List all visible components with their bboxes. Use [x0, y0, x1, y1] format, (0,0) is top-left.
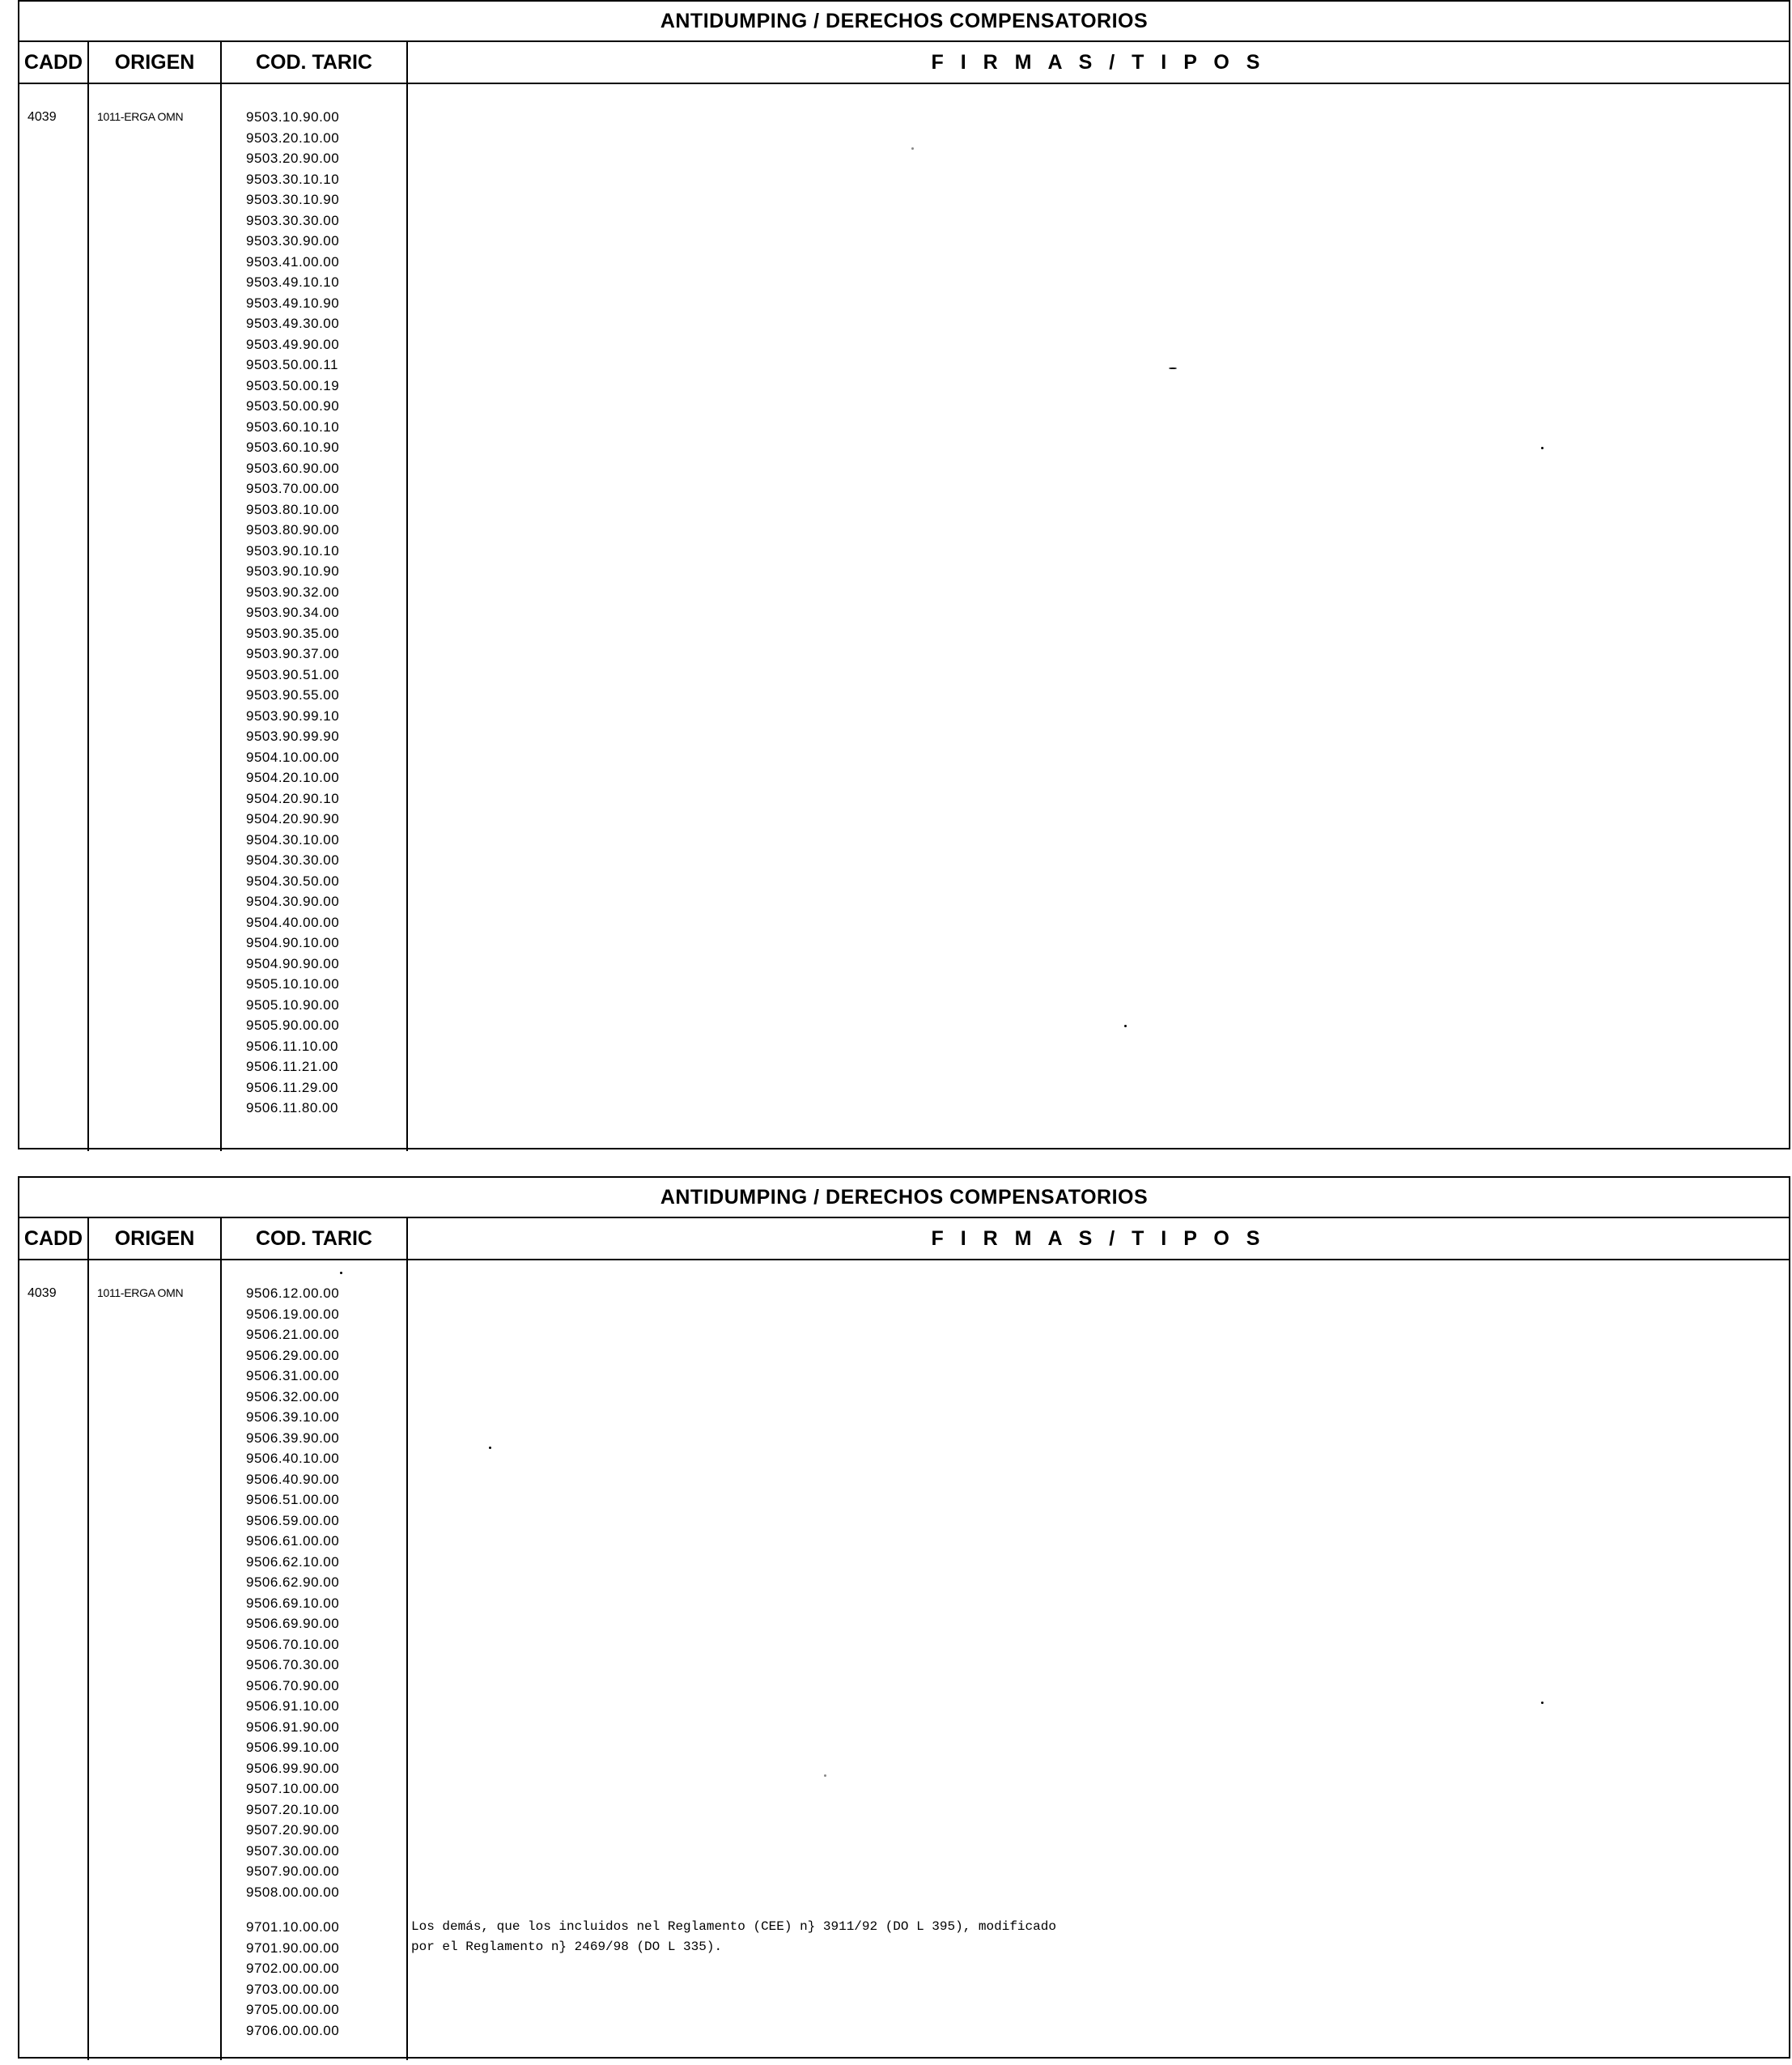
column-divider [220, 1260, 222, 2060]
taric-code: 9506.40.90.00 [246, 1471, 340, 1487]
taric-code: 9503.60.10.90 [246, 440, 340, 455]
taric-code: 9506.70.90.00 [246, 1677, 340, 1693]
taric-code: 9503.49.10.10 [246, 274, 340, 290]
taric-code: 9506.99.10.00 [246, 1740, 340, 1755]
taric-code: 9503.30.10.10 [246, 171, 340, 187]
taric-code: 9506.39.10.00 [246, 1409, 340, 1425]
taric-code: 9503.30.90.00 [246, 233, 340, 249]
column-divider [406, 84, 408, 1151]
scan-speck [824, 1774, 826, 1777]
header-origen: ORIGEN [114, 1227, 195, 1250]
taric-code: 9504.90.90.00 [246, 955, 340, 971]
taric-code: 9506.11.29.00 [246, 1079, 338, 1095]
taric-code: 9506.51.00.00 [246, 1492, 340, 1507]
taric-code: 9503.10.90.00 [246, 109, 340, 125]
taric-code: 9506.32.00.00 [246, 1388, 340, 1404]
taric-code: 9503.90.99.10 [246, 707, 340, 724]
taric-code: 9503.90.10.10 [246, 542, 340, 559]
taric-code: 9506.70.30.00 [246, 1657, 340, 1672]
taric-code: 9505.10.90.00 [246, 996, 340, 1013]
table-title: ANTIDUMPING / DERECHOS COMPENSATORIOS [19, 1178, 1789, 1218]
taric-code: 9507.20.90.00 [246, 1822, 340, 1838]
taric-code: 9508.00.00.00 [246, 1884, 340, 1900]
taric-code: 9506.99.90.00 [246, 1760, 340, 1776]
taric-code: 9505.90.00.00 [246, 1018, 340, 1033]
column-divider [406, 1218, 408, 1259]
taric-code: 9703.00.00.00 [246, 1981, 340, 1997]
firmas-note [411, 1917, 1056, 1957]
taric-code: 9506.62.10.00 [246, 1553, 340, 1570]
taric-code: 9503.60.90.00 [246, 460, 340, 476]
taric-code: 9701.90.00.00 [246, 1940, 340, 1956]
column-divider [87, 42, 89, 83]
header-origen: ORIGEN [114, 51, 195, 74]
taric-code: 9506.69.90.00 [246, 1616, 340, 1631]
taric-code: 9702.00.00.00 [246, 1961, 340, 1976]
taric-code: 9506.19.00.00 [246, 1306, 340, 1322]
header-cadd: CADD [23, 51, 83, 74]
column-divider [87, 84, 89, 1151]
taric-code: 9504.20.10.00 [246, 770, 340, 785]
table-2 [18, 1176, 1790, 2059]
taric-code: 9503.50.00.11 [246, 357, 338, 372]
table-header-row [19, 42, 1789, 84]
taric-code: 9503.70.00.00 [246, 481, 340, 496]
cadd-value: 4039 [28, 1286, 57, 1300]
scan-speck [340, 1272, 342, 1274]
column-divider [87, 1218, 89, 1259]
note-line: por el Reglamento n} 2469/98 (DO L 335). [411, 1940, 723, 1954]
scan-speck [1541, 1702, 1544, 1704]
table-body [19, 84, 1789, 1151]
scan-speck [1169, 368, 1177, 369]
column-divider [220, 42, 222, 83]
taric-code: 9506.21.00.00 [246, 1327, 340, 1342]
taric-code: 9503.90.32.00 [246, 584, 340, 600]
taric-code: 9504.30.90.00 [246, 894, 340, 909]
cadd-value: 4039 [28, 110, 57, 124]
taric-code: 9506.69.10.00 [246, 1595, 340, 1611]
taric-code: 9506.39.90.00 [246, 1430, 340, 1446]
taric-code: 9504.30.30.00 [246, 852, 340, 868]
note-line: Los demás, que los incluidos nel Reglamento (CEE) n} 3911/92 (DO L 395), modificado [411, 1919, 1056, 1934]
taric-code: 9506.91.10.00 [246, 1698, 340, 1714]
taric-code: 9507.30.00.00 [246, 1842, 340, 1859]
taric-code: 9503.90.37.00 [246, 646, 340, 661]
taric-code: 9503.90.35.00 [246, 625, 340, 641]
taric-code: 9504.30.10.00 [246, 831, 340, 848]
taric-code: 9507.10.00.00 [246, 1781, 340, 1796]
column-divider [406, 42, 408, 83]
taric-code: 9503.90.51.00 [246, 666, 340, 682]
taric-code: 9506.59.00.00 [246, 1512, 340, 1528]
taric-code: 9504.20.90.90 [246, 811, 340, 826]
table-header-row [19, 1218, 1789, 1260]
taric-code: 9503.20.10.00 [246, 130, 340, 146]
taric-code: 9504.10.00.00 [246, 749, 340, 765]
taric-code: 9706.00.00.00 [246, 2022, 340, 2038]
taric-code: 9503.41.00.00 [246, 253, 340, 270]
taric-code: 9503.30.30.00 [246, 212, 340, 228]
table-title: ANTIDUMPING / DERECHOS COMPENSATORIOS [19, 2, 1789, 42]
taric-code: 9505.10.10.00 [246, 976, 340, 992]
column-divider [87, 1260, 89, 2060]
column-divider [406, 1260, 408, 2060]
header-firmas-tipos: F I R M A S / T I P O S [931, 1227, 1266, 1250]
taric-code: 9503.49.90.00 [246, 336, 340, 352]
header-cod-taric: COD. TARIC [256, 51, 372, 74]
taric-code: 9503.80.10.00 [246, 501, 340, 517]
taric-code: 9504.90.10.00 [246, 935, 340, 950]
taric-code: 9701.10.00.00 [246, 1919, 340, 1935]
column-divider [220, 84, 222, 1151]
taric-code: 9503.50.00.19 [246, 377, 340, 393]
header-firmas-tipos: F I R M A S / T I P O S [931, 51, 1266, 74]
taric-code: 9504.20.90.10 [246, 790, 340, 806]
header-cadd: CADD [23, 1227, 83, 1250]
table-1 [18, 0, 1790, 1149]
taric-code: 9506.91.90.00 [246, 1719, 340, 1735]
taric-code: 9507.90.00.00 [246, 1863, 340, 1879]
scan-speck [911, 147, 914, 150]
taric-code: 9506.61.00.00 [246, 1533, 340, 1549]
taric-code: 9504.40.00.00 [246, 914, 340, 930]
taric-code: 9503.30.10.90 [246, 192, 340, 207]
scan-speck [1124, 1025, 1127, 1027]
scan-speck [1541, 447, 1544, 449]
taric-code: 9503.90.99.90 [246, 729, 340, 744]
taric-code: 9506.40.10.00 [246, 1451, 340, 1466]
taric-code: 9506.11.21.00 [246, 1059, 338, 1074]
taric-code: 9504.30.50.00 [246, 873, 340, 889]
origen-value: 1011-ERGA OMN [97, 1286, 184, 1299]
taric-code: 9503.90.10.90 [246, 563, 340, 579]
taric-code: 9506.12.00.00 [246, 1285, 340, 1301]
taric-code: 9503.80.90.00 [246, 522, 340, 537]
table-body [19, 1260, 1789, 2060]
taric-code: 9506.29.00.00 [246, 1347, 340, 1363]
taric-code: 9506.31.00.00 [246, 1368, 340, 1383]
taric-code: 9503.60.10.10 [246, 419, 340, 435]
taric-code-list [246, 107, 339, 1119]
column-divider [220, 1218, 222, 1259]
taric-code: 9705.00.00.00 [246, 2002, 340, 2017]
taric-code: 9503.49.30.00 [246, 316, 340, 331]
header-cod-taric: COD. TARIC [256, 1227, 372, 1250]
taric-code: 9506.70.10.00 [246, 1636, 340, 1652]
taric-code: 9506.62.90.00 [246, 1574, 340, 1590]
taric-code: 9503.49.10.90 [246, 295, 340, 311]
taric-code: 9503.90.34.00 [246, 605, 340, 620]
taric-code: 9506.11.10.00 [246, 1038, 338, 1054]
taric-code: 9503.50.00.90 [246, 398, 340, 414]
taric-code: 9503.20.90.00 [246, 151, 340, 166]
taric-code-list [246, 1283, 339, 1902]
origen-value: 1011-ERGA OMN [97, 110, 184, 123]
taric-code: 9506.11.80.00 [246, 1100, 338, 1115]
taric-code-list-extra [246, 1917, 339, 2041]
scan-speck [489, 1447, 491, 1449]
taric-code: 9507.20.10.00 [246, 1801, 340, 1817]
taric-code: 9503.90.55.00 [246, 687, 340, 703]
